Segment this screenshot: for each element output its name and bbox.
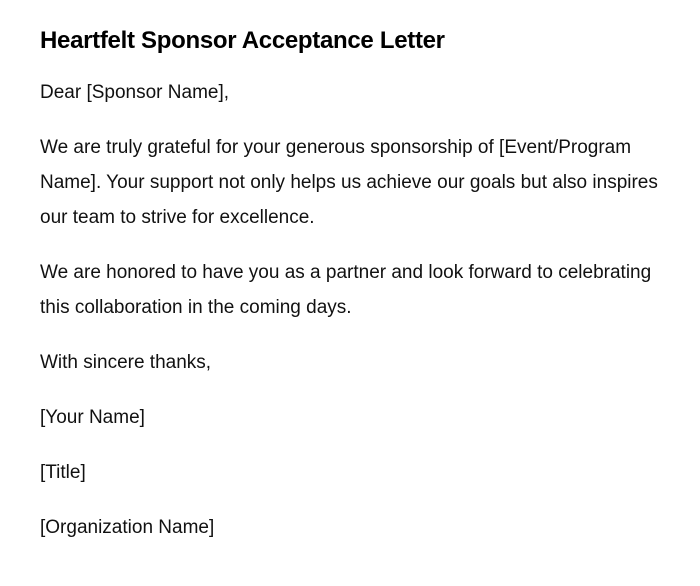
- letter-paragraph-1: We are truly grateful for your generous sponsorship of [Event/Program Name]. Your support not only helps us achieve our goals but also inspires our team to strive for excellence.: [40, 137, 658, 228]
- letter-document: [40, 24, 660, 565]
- letter-title: Heartfelt Sponsor Acceptance Letter: [40, 27, 445, 54]
- letter-paragraph-2: We are honored to have you as a partner and look forward to celebrating this collaboration in the coming days.: [40, 262, 652, 318]
- signature-title: [Title]: [40, 462, 86, 483]
- letter-closing: With sincere thanks,: [40, 352, 212, 373]
- signature-name: [Your Name]: [40, 407, 145, 428]
- signature-organization: [Organization Name]: [40, 517, 215, 538]
- letter-greeting: Dear [Sponsor Name],: [40, 82, 230, 103]
